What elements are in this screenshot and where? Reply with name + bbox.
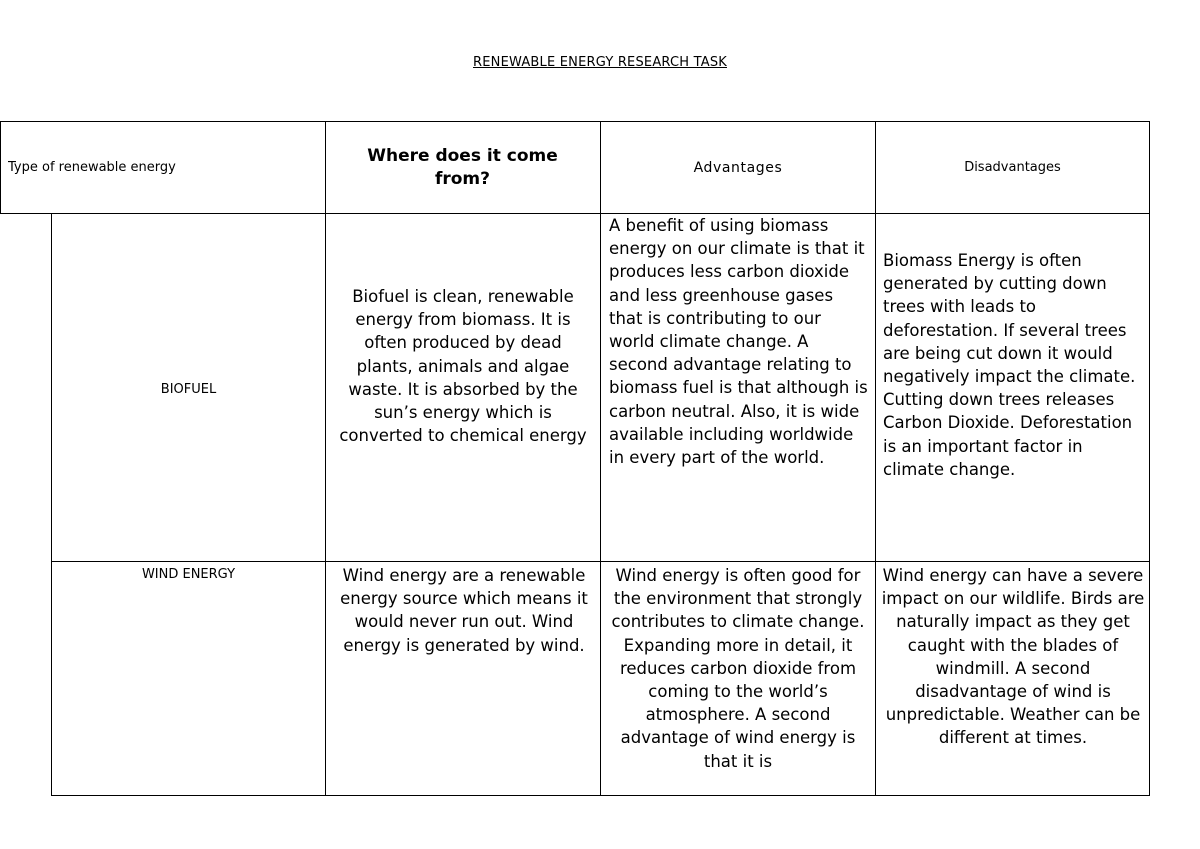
header-source-label: Where does it come from? — [367, 145, 558, 189]
row-source-text: Biofuel is clean, renewable energy from biomass. It is often produced by dead plants, animals and algae waste. It is absorbed by the sun’s energy which is converted to chemical energy — [339, 287, 587, 446]
row-disadvantages-text: Biomass Energy is often generated by cutting down trees with leads to deforestation. If several trees are being cut down it would negatively impact the climate. Cutting down trees releases Carbon Dioxide. Deforestation is an important factor in climate change. — [883, 251, 1136, 479]
header-disadvantages — [876, 122, 1149, 213]
grid-line — [0, 121, 1, 214]
header-advantages-label: Advantages — [693, 159, 783, 176]
grid-line — [875, 121, 876, 796]
header-type — [8, 122, 323, 213]
row-type-label: BIOFUEL — [160, 382, 217, 397]
table-row-biofuel-advantages — [602, 214, 874, 561]
table-row-wind-source — [330, 564, 598, 704]
grid-line — [325, 121, 326, 796]
header-source — [340, 122, 585, 213]
table-row-wind-type — [52, 567, 325, 587]
row-type-label: WIND ENERGY — [141, 567, 236, 582]
table-row-biofuel-disadvantages — [877, 249, 1149, 539]
table-row-biofuel-type — [52, 382, 325, 402]
table-row-wind-disadvantages — [877, 564, 1149, 795]
document-title: RENEWABLE ENERGY RESEARCH TASK — [473, 55, 727, 70]
grid-line — [0, 213, 1150, 214]
grid-line — [51, 213, 52, 796]
row-advantages-text: Wind energy is often good for the environment that strongly contributes to climate change. Expanding more in detail, it reduces carbon dioxide from coming to the world’s atmosphere. A second advantage of wind energy is that it is — [611, 566, 865, 771]
row-advantages-text: A benefit of using biomass energy on our climate is that it produces less carbon dioxide and less greenhouse gases that is contributing to our world climate change. A second advantage relating to biomass fuel is that although is carbon neutral. Also, it is wide available including worldwide in every part of the world. — [609, 216, 868, 468]
header-type-label: Type of renewable energy — [8, 160, 176, 175]
table-row-biofuel-source — [330, 285, 596, 495]
row-source-text: Wind energy are a renewable energy source which means it would never run out. Wind energy is generated by wind. — [340, 566, 588, 655]
grid-line — [600, 121, 601, 796]
table-row-wind-advantages — [602, 564, 874, 795]
row-disadvantages-text: Wind energy can have a severe impact on our wildlife. Birds are naturally impact as they get caught with the blades of windmill. A second disadvantage of wind is unpredictable. Weather can be different at times. — [881, 566, 1145, 748]
header-advantages — [601, 122, 875, 213]
grid-line — [1149, 121, 1150, 796]
header-disadvantages-label: Disadvantages — [964, 160, 1061, 175]
